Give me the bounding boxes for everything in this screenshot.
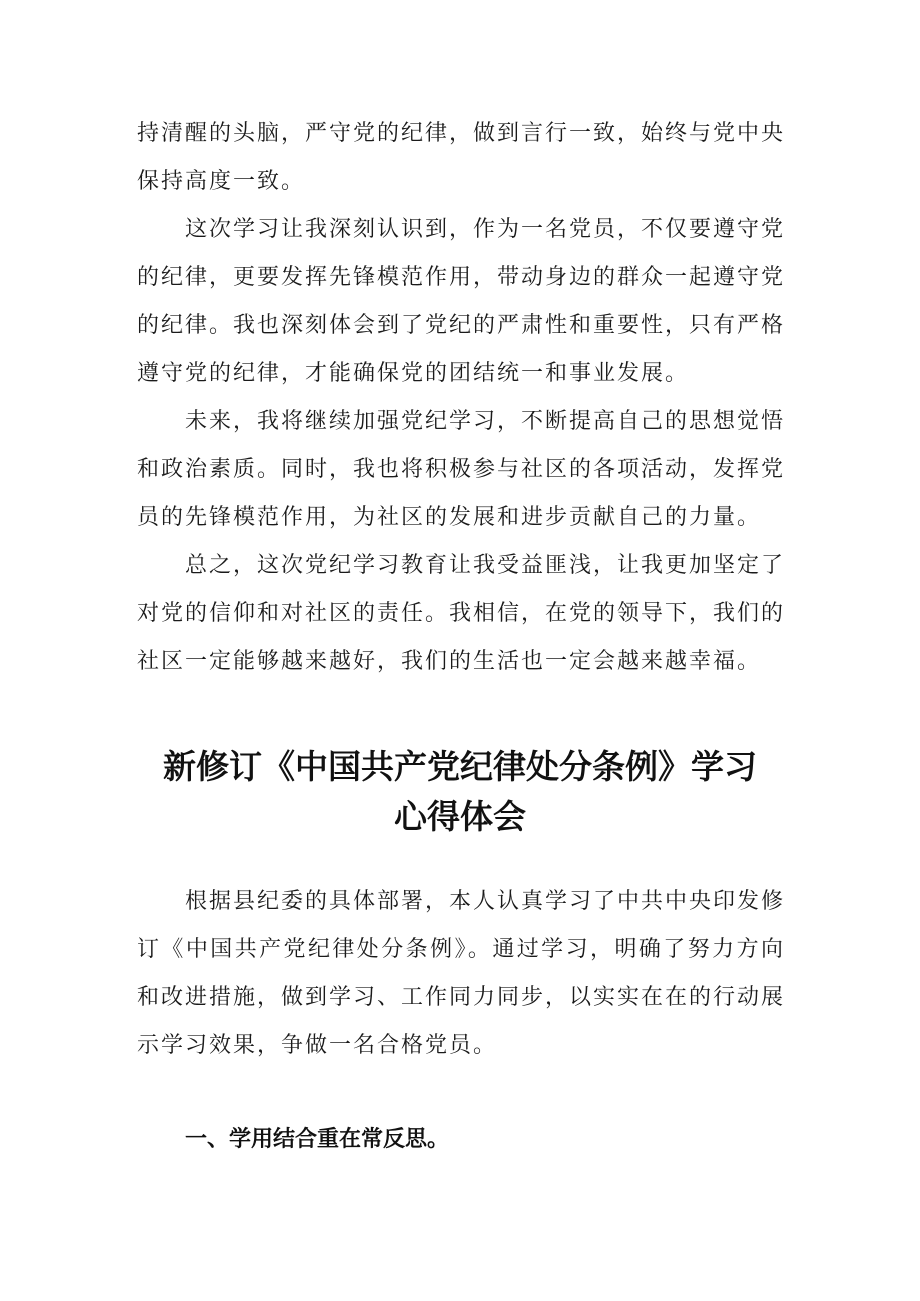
paragraph-future-plan: 未来，我将继续加强党纪学习，不断提高自己的思想觉悟和政治素质。同时，我也将积极参与社区的各项活动，发挥党员的先锋模范作用，为社区的发展和进步贡献自己的力量。 [137,409,786,530]
paragraph-learning-insight: 这次学习让我深刻认识到，作为一名党员，不仅要遵守党的纪律，更要发挥先锋模范作用，带动身边的群众一起遵守党的纪律。我也深刻体会到了党纪的严肃性和重要性，只有严格遵守党的纪律，才能确保党的团结统一和事业发展。 [137,217,786,386]
paragraph-continuation: 持清醒的头脑，严守党的纪律，做到言行一致，始终与党中央保持高度一致。 [137,121,786,194]
paragraph-conclusion: 总之，这次党纪学习教育让我受益匪浅，让我更加坚定了对党的信仰和对社区的责任。我相信，在党的领导下，我们的社区一定能够越来越好，我们的生活也一定会越来越幸福。 [137,553,786,674]
section-heading-1: 一、学用结合重在常反思。 [185,1127,450,1152]
paragraph-intro: 根据县纪委的具体部署，本人认真学习了中共中央印发修订《中国共产党纪律处分条例》。通过学习，明确了努力方向和改进措施，做到学习、工作同力同步，以实实在在的行动展示学习效果，争做一名合格党员。 [137,889,786,1058]
article-title-line1: 新修订《中国共产党纪律处分条例》学习 [163,747,757,786]
article-title-line2: 心得体会 [394,797,526,836]
